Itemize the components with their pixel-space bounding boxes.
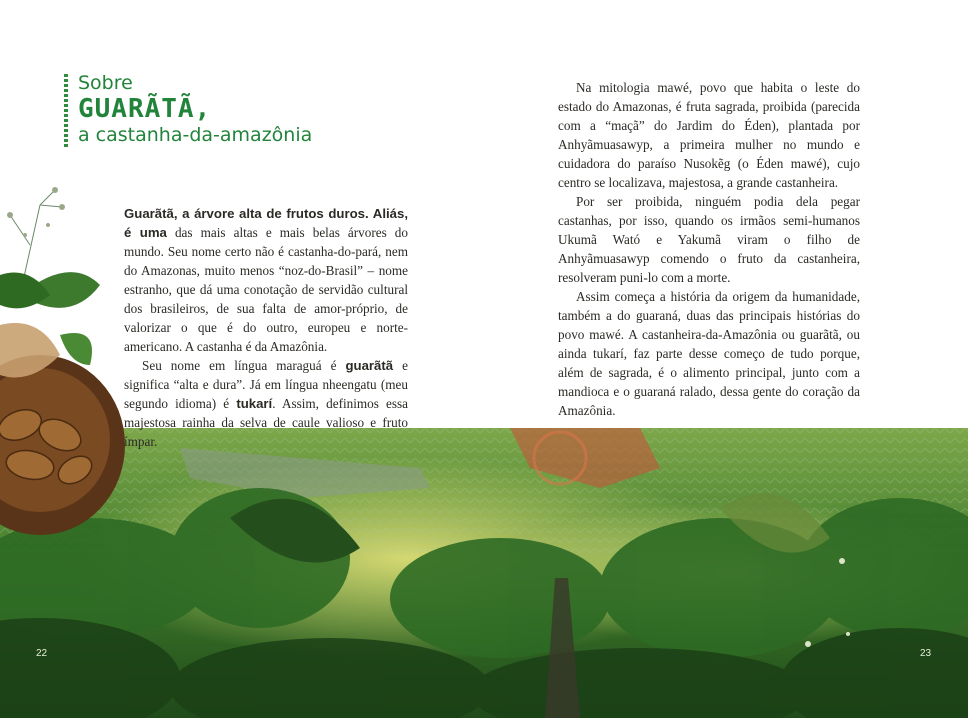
term-tukari: tukarí (236, 396, 273, 411)
paragraph-1-rest: das mais altas e mais belas árvores do mundo. Seu nome certo não é castanha-do-pará, nem do Amazonas, muito menos “noz-do-Brasil” – nome estranho, que dá uma conotação de servidão cultural dos brasileiros, de sua falta de amor-próprio, de valorizar o que é do outro, europeu e norte-americano. A castanha é da Amazônia. (124, 225, 408, 354)
page-number-right: 23 (920, 648, 932, 659)
p2-text-e: . Assim, definimos essa majestosa rainha da selva de caule valioso e fruto ímpar. (124, 396, 408, 449)
title-line-1: Sobre (78, 72, 133, 94)
title-line-2: GUARÃTÃ, (78, 94, 212, 124)
term-guaratã: guarãtã (345, 358, 394, 373)
right-page (484, 0, 968, 718)
right-paragraph-2: Por ser proibida, ninguém podia dela pegar castanhas, por isso, quando os irmãos semi-humanos Ukumã Wató e Yakumã viram o filho de Anhyãmuasawyp comendo o fruto da castanheira, resolveram puni-lo com a morte. (558, 194, 860, 285)
right-body-text (558, 78, 860, 420)
left-paragraph-2 (124, 356, 408, 451)
lead-in: Guarãtã, a árvore alta de frutos duros. Aliás, é uma (124, 206, 408, 240)
page-number-left: 22 (36, 648, 48, 659)
left-paragraph-1 (124, 204, 408, 356)
p2-text-a: Seu nome em língua maraguá é (142, 358, 346, 373)
right-paragraph-1: Na mitologia mawé, povo que habita o leste do estado do Amazonas, é fruta sagrada, proibida (parecida com a “maçã” do Jardim do Éden), plantada por Anhyãmuasawyp, a primeira mulher no mundo e cuidadora do paraíso Nusokẽg (o Éden mawé), cujo centro se localizava, majestosa, a grande castanheira. (558, 80, 860, 190)
right-paragraph-3: Assim começa a história da origem da humanidade, também a do guaraná, duas das principais histórias do povo mawé. A castanheira-da-Amazônia ou guarãtã, ou ainda tukarí, faz parte desse começo de tudo porque, além de sagrada, é o alimento principal, junto com a mandioca e o guaraná ralado, dessa gente do coração da Amazônia. (558, 289, 860, 418)
title-line-3: a castanha-da-amazônia (78, 124, 313, 146)
left-body-text (124, 204, 408, 451)
chapter-title (64, 72, 312, 146)
title-accent-bar (64, 74, 68, 148)
p2-text-c: e significa “alta e dura”. Já em língua nheengatu (meu segundo idioma) é (124, 358, 408, 411)
